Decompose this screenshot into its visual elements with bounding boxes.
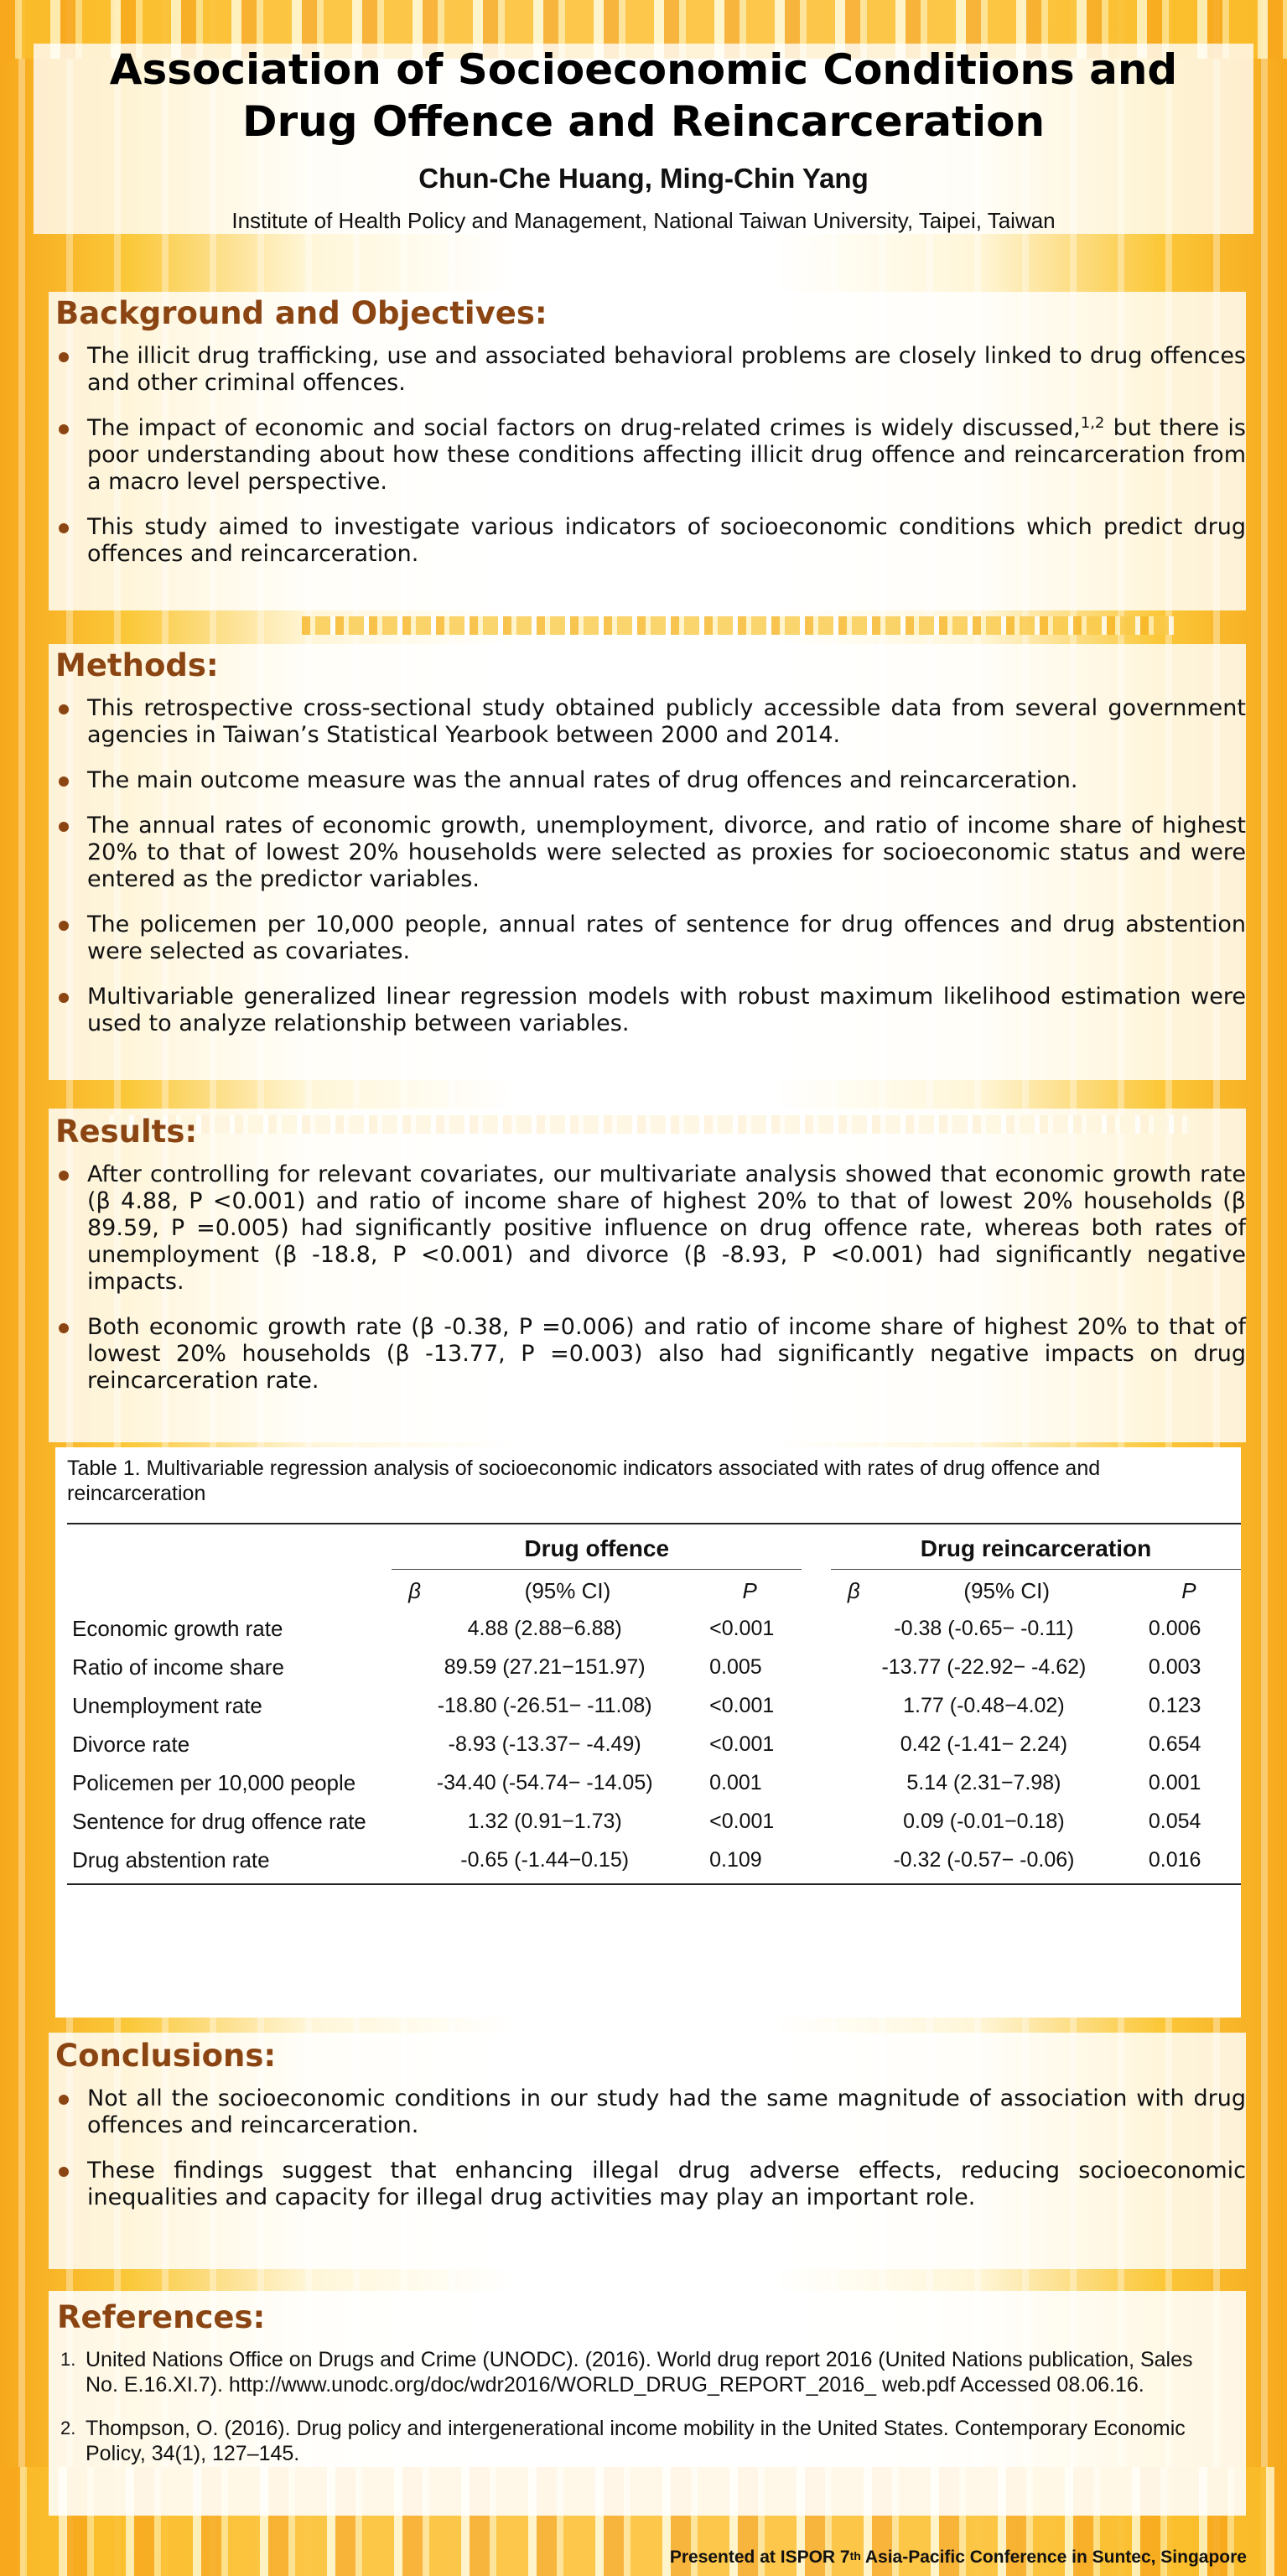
drug-offence-p: 0.109 (709, 1848, 762, 1872)
background-list (49, 343, 1246, 568)
reincarceration-p: 0.001 (1148, 1771, 1201, 1794)
spacer (802, 1763, 831, 1802)
poster-title (34, 44, 1253, 148)
drug-offence-beta-ci: 4.88 (2.88−6.88) (467, 1617, 622, 1640)
list-item: This retrospective cross-sectional study obtained publicly accessible data from several government agencies in Taiwan’s Statistical Yearbook between 2000 and 2014. (55, 695, 1246, 749)
affiliation: Institute of Health Policy and Management, National Taiwan University, Taipei, Taiwan (231, 208, 1056, 233)
reincarceration-beta-ci: -0.32 (-0.57− -0.06) (893, 1848, 1075, 1872)
table-row (67, 1841, 1241, 1879)
spacer (802, 1802, 831, 1841)
title-line-2: Drug Offence and Reincarceration (241, 97, 1046, 146)
list-item-text: but there is poor understanding about how these conditions affecting illicit drug offence and reincarceration from a macro level perspective. (87, 415, 1246, 495)
references-heading: References: (57, 2299, 266, 2335)
table-row (67, 1686, 1241, 1725)
row-label: Ratio of income share (72, 1654, 284, 1680)
row-label: Economic growth rate (72, 1616, 283, 1641)
drug-offence-p: <0.001 (709, 1617, 775, 1640)
drug-offence-p: 0.005 (709, 1655, 762, 1679)
drug-offence-p: <0.001 (709, 1810, 775, 1833)
reincarceration-beta-ci: 0.42 (-1.41− 2.24) (900, 1732, 1068, 1756)
list-item: After controlling for relevant covariates, our multivariate analysis showed that economic growth rate (β 4.88, P <0.001) and ratio of income share of highest 20% to that of lowest 20% households (β 89.59, P =0.005) had significantly positive influence on drug offence rate, whereas both rates of unemployment (β -18.8, P <0.001) and divorce (β -8.93, P <0.001) had significantly negative impacts. (55, 1161, 1246, 1296)
list-item-text: The impact of economic and social factors on drug-related crimes is widely discussed, (87, 415, 1081, 441)
results-list (49, 1161, 1246, 1394)
table-row (67, 1725, 1241, 1763)
results-section (49, 1109, 1246, 1442)
list-item: The main outcome measure was the annual rates of drug offences and reincarceration. (55, 767, 1246, 794)
reincarceration-p: 0.006 (1148, 1617, 1201, 1640)
row-label: Unemployment rate (72, 1693, 262, 1718)
drug-offence-p: 0.001 (709, 1771, 762, 1794)
results-heading: Results: (55, 1114, 198, 1150)
reincarceration-beta-ci: -13.77 (-22.92− -4.62) (881, 1655, 1087, 1679)
spacer (802, 1609, 831, 1648)
methods-heading: Methods: (55, 647, 219, 683)
methods-section (49, 644, 1246, 1080)
reincarceration-p: 0.003 (1148, 1655, 1201, 1679)
spacer (802, 1841, 831, 1879)
row-label: Drug abstention rate (72, 1847, 270, 1872)
list-item: Not all the socioeconomic conditions in our study had the same magnitude of association with drug offences and reincarceration. (55, 2085, 1246, 2139)
authors: Chun-Che Huang, Ming-Chin Yang (418, 163, 869, 194)
table-row (67, 1802, 1241, 1841)
results-table-box (55, 1447, 1241, 2018)
group-drug-offence: Drug offence (392, 1529, 802, 1570)
spacer (802, 1686, 831, 1725)
list-item: The policemen per 10,000 people, annual rates of sentence for drug offences and drug abstention were selected as covariates. (55, 911, 1246, 965)
reincarceration-p: 0.054 (1148, 1810, 1201, 1833)
row-label: Divorce rate (72, 1732, 190, 1757)
drug-offence-beta-ci: -8.93 (-13.37− -4.49) (448, 1732, 641, 1756)
footer-superscript: th (849, 2549, 861, 2563)
reference-item (57, 2416, 1204, 2466)
col-p: P (1181, 1578, 1196, 1603)
row-label: Sentence for drug offence rate (72, 1809, 366, 1834)
conclusions-list (49, 2085, 1246, 2211)
background-heading: Background and Objectives: (55, 295, 547, 331)
col-beta: β (408, 1578, 421, 1603)
drug-offence-beta-ci: -0.65 (-1.44−0.15) (460, 1848, 630, 1872)
regression-table (67, 1523, 1241, 1885)
title-line-1: Association of Socioeconomic Conditions and (109, 45, 1178, 94)
reincarceration-beta-ci: 1.77 (-0.48−4.02) (903, 1694, 1065, 1717)
references-section (49, 2291, 1246, 2516)
conclusions-heading: Conclusions: (55, 2038, 277, 2074)
footer-text: Asia-Pacific Conference in Suntec, Singapore (860, 2547, 1247, 2567)
reference-number: 2. (60, 2418, 76, 2438)
list-item: The annual rates of economic growth, unemployment, divorce, and ratio of income share of highest 20% to that of lowest 20% households were selected as proxies for socioeconomic status and were entered as the predictor variables. (55, 813, 1246, 893)
reincarceration-p: 0.123 (1148, 1694, 1201, 1717)
references-list (49, 2347, 1246, 2466)
conclusions-section (49, 2033, 1246, 2269)
reincarceration-beta-ci: 0.09 (-0.01−0.18) (903, 1810, 1065, 1833)
table-row (67, 1648, 1241, 1686)
reference-number: 1. (60, 2349, 76, 2370)
drug-offence-beta-ci: -18.80 (-26.51− -11.08) (437, 1694, 652, 1717)
drug-offence-p: <0.001 (709, 1694, 775, 1717)
list-item: These findings suggest that enhancing illegal drug adverse effects, reducing socioeconomic inequalities and capacity for illegal drug activities may play an important role. (55, 2158, 1246, 2211)
reincarceration-p: 0.654 (1148, 1732, 1201, 1756)
footer-text: Presented at ISPOR 7 (669, 2547, 850, 2567)
table-row (67, 1763, 1241, 1802)
reference-item (57, 2347, 1204, 2397)
list-item: Both economic growth rate (β -0.38, P =0.006) and ratio of income share of highest 20% to that of lowest 20% households (β -13.77, P =0.003) also had significantly negative impacts on drug reincarceration rate. (55, 1314, 1246, 1394)
presentation-footer (670, 2547, 1247, 2568)
table-group-header (67, 1529, 1241, 1570)
col-ci: (95% CI) (524, 1578, 611, 1603)
table-row (67, 1609, 1241, 1648)
table-caption: Table 1. Multivariable regression analysis of socioeconomic indicators associated with rates of drug offence and reincarceration (67, 1457, 1101, 1505)
list-item: The illicit drug trafficking, use and associated behavioral problems are closely linked to drug offences and other criminal offences. (55, 343, 1246, 397)
reference-text: United Nations Office on Drugs and Crime (UNODC). (2016). World drug report 2016 (United Nations publication, Sales No. E.16.XI.7). http://www.unodc.org/doc/wdr2016/WORLD_DRUG_REPORT_2016_ web.pdf Accessed 08.06.16. (86, 2348, 1193, 2397)
group-drug-reincarceration: Drug reincarceration (831, 1529, 1241, 1570)
drug-offence-beta-ci: 89.59 (27.21−151.97) (444, 1655, 646, 1679)
row-label: Policemen per 10,000 people (72, 1770, 356, 1795)
list-item: This study aimed to investigate various indicators of socioeconomic conditions which predict drug offences and reincarceration. (55, 514, 1246, 568)
reincarceration-beta-ci: -0.38 (-0.65− -0.11) (894, 1617, 1074, 1640)
reincarceration-p: 0.016 (1148, 1848, 1201, 1872)
background-section (49, 292, 1246, 610)
decorative-band (302, 616, 1174, 635)
reference-text: Thompson, O. (2016). Drug policy and intergenerational income mobility in the United States. Contemporary Economic Policy, 34(1), 127–145. (86, 2417, 1186, 2465)
methods-list (49, 695, 1246, 1037)
table-sub-header (67, 1570, 1241, 1610)
drug-offence-beta-ci: -34.40 (-54.74− -14.05) (436, 1771, 653, 1794)
drug-offence-beta-ci: 1.32 (0.91−1.73) (467, 1810, 622, 1833)
spacer (802, 1648, 831, 1686)
reincarceration-beta-ci: 5.14 (2.31−7.98) (906, 1771, 1061, 1794)
col-ci: (95% CI) (963, 1578, 1050, 1603)
list-item (55, 415, 1246, 496)
drug-offence-p: <0.001 (709, 1732, 775, 1756)
citation-superscript: 1,2 (1080, 414, 1105, 432)
list-item: Multivariable generalized linear regression models with robust maximum likelihood estimation were used to analyze relationship between variables. (55, 984, 1246, 1037)
spacer (802, 1725, 831, 1763)
col-beta: β (847, 1578, 860, 1603)
poster-header (34, 44, 1253, 234)
col-p: P (742, 1578, 757, 1603)
